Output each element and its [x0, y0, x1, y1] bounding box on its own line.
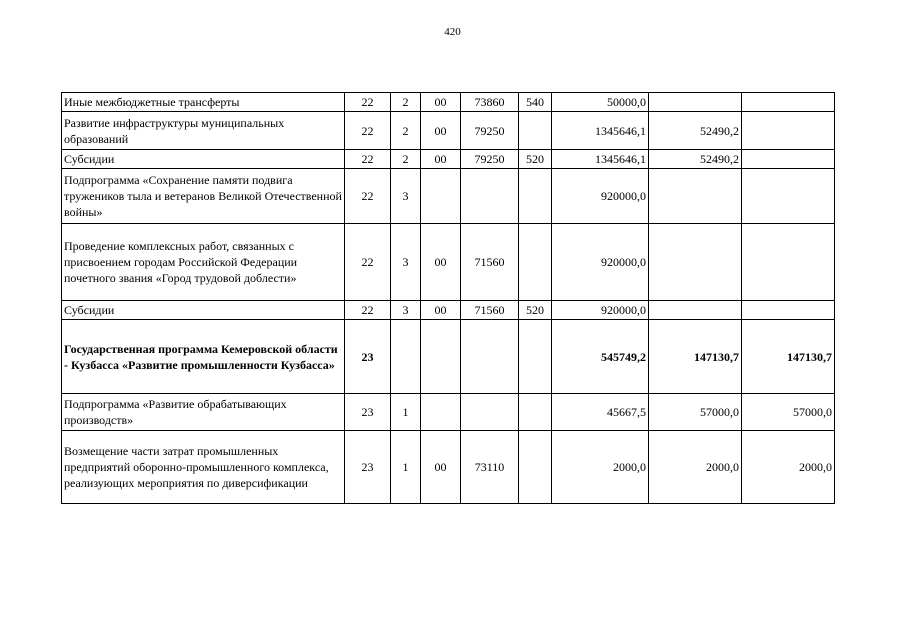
row-name: Возмещение части затрат промышленных предприятий оборонно-промышленного комплекса, реализующих мероприятия по диверсификации: [62, 431, 345, 504]
cell-measure: 00: [421, 93, 461, 112]
cell-program: 22: [345, 112, 391, 150]
row-name: Развитие инфраструктуры муниципальных образований: [62, 112, 345, 150]
cell-sum-1: 45667,5: [552, 394, 649, 431]
cell-sum-3: 2000,0: [742, 431, 835, 504]
cell-expense-type: 540: [519, 93, 552, 112]
cell-program: 22: [345, 150, 391, 169]
table-row: [62, 150, 835, 169]
cell-direction: [461, 169, 519, 224]
cell-expense-type: 520: [519, 301, 552, 320]
cell-expense-type: [519, 224, 552, 301]
row-name: Проведение комплексных работ, связанных с присвоением городам Российской Федерации почетного звания «Город трудовой доблести»: [62, 224, 345, 301]
cell-program: 23: [345, 320, 391, 394]
row-name: Субсидии: [62, 150, 345, 169]
cell-expense-type: [519, 112, 552, 150]
cell-sum-1: 920000,0: [552, 301, 649, 320]
row-name: Субсидии: [62, 301, 345, 320]
cell-direction: 73110: [461, 431, 519, 504]
cell-subprogram: [391, 320, 421, 394]
table-row: [62, 394, 835, 431]
cell-sum-3: [742, 169, 835, 224]
cell-sum-1: 920000,0: [552, 169, 649, 224]
cell-sum-2: [649, 224, 742, 301]
cell-expense-type: [519, 394, 552, 431]
cell-sum-1: 1345646,1: [552, 112, 649, 150]
cell-sum-3: [742, 150, 835, 169]
cell-expense-type: 520: [519, 150, 552, 169]
cell-expense-type: [519, 320, 552, 394]
cell-expense-type: [519, 169, 552, 224]
cell-direction: [461, 320, 519, 394]
row-name: Государственная программа Кемеровской области - Кузбасса «Развитие промышленности Кузбасса»: [62, 320, 345, 394]
cell-measure: [421, 320, 461, 394]
page-number: 420: [444, 26, 461, 38]
cell-sum-2: [649, 301, 742, 320]
cell-direction: 79250: [461, 112, 519, 150]
cell-measure: 00: [421, 224, 461, 301]
cell-direction: 79250: [461, 150, 519, 169]
table-body: [62, 93, 835, 504]
cell-subprogram: 3: [391, 301, 421, 320]
cell-subprogram: 2: [391, 93, 421, 112]
cell-program: 22: [345, 224, 391, 301]
cell-measure: [421, 169, 461, 224]
cell-program: 22: [345, 93, 391, 112]
table-row: [62, 224, 835, 301]
cell-sum-2: 2000,0: [649, 431, 742, 504]
cell-sum-1: 545749,2: [552, 320, 649, 394]
cell-subprogram: 1: [391, 431, 421, 504]
table-row: [62, 301, 835, 320]
row-name: Иные межбюджетные трансферты: [62, 93, 345, 112]
table-row: [62, 112, 835, 150]
cell-sum-3: [742, 112, 835, 150]
cell-sum-1: 50000,0: [552, 93, 649, 112]
cell-sum-1: 2000,0: [552, 431, 649, 504]
cell-program: 22: [345, 169, 391, 224]
table-row: [62, 431, 835, 504]
cell-sum-3: 147130,7: [742, 320, 835, 394]
cell-sum-2: [649, 93, 742, 112]
cell-sum-2: 147130,7: [649, 320, 742, 394]
cell-sum-2: [649, 169, 742, 224]
cell-program: 23: [345, 431, 391, 504]
cell-program: 22: [345, 301, 391, 320]
cell-direction: [461, 394, 519, 431]
cell-sum-3: [742, 301, 835, 320]
cell-subprogram: 3: [391, 169, 421, 224]
table-row: [62, 93, 835, 112]
cell-subprogram: 3: [391, 224, 421, 301]
cell-sum-3: [742, 224, 835, 301]
cell-subprogram: 1: [391, 394, 421, 431]
cell-sum-2: 52490,2: [649, 150, 742, 169]
cell-subprogram: 2: [391, 112, 421, 150]
cell-sum-1: 920000,0: [552, 224, 649, 301]
cell-direction: 71560: [461, 301, 519, 320]
budget-table: [61, 92, 835, 504]
cell-measure: [421, 394, 461, 431]
cell-direction: 73860: [461, 93, 519, 112]
table-row: [62, 169, 835, 224]
cell-measure: 00: [421, 112, 461, 150]
cell-expense-type: [519, 431, 552, 504]
row-name: Подпрограмма «Развитие обрабатывающих производств»: [62, 394, 345, 431]
cell-direction: 71560: [461, 224, 519, 301]
cell-sum-3: [742, 93, 835, 112]
cell-measure: 00: [421, 431, 461, 504]
table-row: [62, 320, 835, 394]
cell-sum-1: 1345646,1: [552, 150, 649, 169]
cell-subprogram: 2: [391, 150, 421, 169]
cell-sum-2: 52490,2: [649, 112, 742, 150]
cell-sum-3: 57000,0: [742, 394, 835, 431]
cell-measure: 00: [421, 301, 461, 320]
cell-program: 23: [345, 394, 391, 431]
cell-measure: 00: [421, 150, 461, 169]
row-name: Подпрограмма «Сохранение памяти подвига тружеников тыла и ветеранов Великой Отечественной войны»: [62, 169, 345, 224]
cell-sum-2: 57000,0: [649, 394, 742, 431]
